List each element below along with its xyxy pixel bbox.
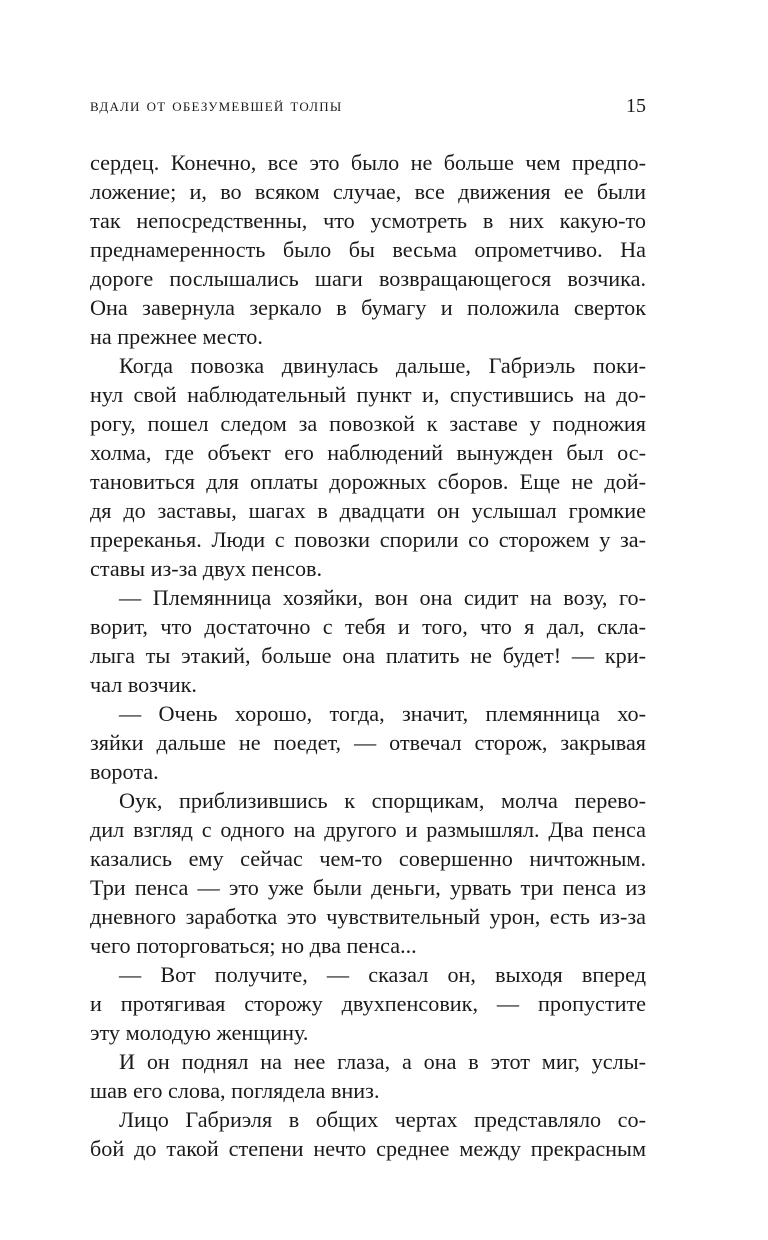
text-line: и протягивая сторожу двухпенсовик, — пропустите <box>90 991 646 1016</box>
text-line: дил взгляд с одного на другого и размышлял. Два пенса <box>90 817 646 842</box>
text-line: шав его слова, поглядела вниз. <box>90 1078 380 1103</box>
text-line: казались ему сейчас чем-то совершенно ничтожным. <box>90 846 646 871</box>
text-line: Лицо Габриэля в общих чертах представляло со- <box>119 1107 646 1132</box>
text-line: дя до заставы, шагах в двадцати он услышал громкие <box>90 498 646 523</box>
text-line: бой до такой степени нечто среднее между прекрасным <box>90 1136 646 1161</box>
text-line: чал возчик. <box>90 672 197 697</box>
text-line: — Очень хорошо, тогда, значит, племянница хо- <box>119 701 646 726</box>
text-line: чего поторговаться; но два пенса... <box>90 933 417 958</box>
text-line: дороге послышались шаги возвращающегося возчика. <box>90 266 646 291</box>
text-line: Три пенса — это уже были деньги, урвать три пенса из <box>90 875 646 900</box>
text-line: ложение; и, во всяком случае, все движения ее были <box>90 179 646 204</box>
text-line: лыга ты этакий, больше она платить не будет! — кри- <box>90 643 646 668</box>
text-line: пререканья. Люди с повозки спорили со сторожем у за- <box>90 527 646 552</box>
running-head-title: вдали от обезумевшей толпы <box>90 95 343 116</box>
running-head <box>90 92 646 120</box>
text-line: Когда повозка двинулась дальше, Габриэль поки- <box>119 353 646 378</box>
text-line: рогу, пошел следом за повозкой к заставе у подножия <box>90 411 646 436</box>
text-line: нул свой наблюдательный пункт и, спустившись на до- <box>90 382 646 407</box>
text-line: — Вот получите, — сказал он, выходя вперед <box>119 962 646 987</box>
text-line: — Племянница хозяйки, вон она сидит на возу, го- <box>119 585 646 610</box>
text-line: на прежнее место. <box>90 324 263 349</box>
text-line: тановиться для оплаты дорожных сборов. Еще не дой- <box>90 469 646 494</box>
text-line: так непосредственны, что усмотреть в них какую-то <box>90 208 646 233</box>
text-line: зяйки дальше не поедет, — отвечал сторож, закрывая <box>90 730 646 755</box>
text-line: эту молодую женщину. <box>90 1020 309 1045</box>
page-number: 15 <box>626 95 646 117</box>
text-line: Она завернула зеркало в бумагу и положила сверток <box>90 295 646 320</box>
text-line: ставы из-за двух пенсов. <box>90 556 323 581</box>
text-line: холма, где объект его наблюдений вынужден был ос- <box>90 440 646 465</box>
text-line: ворота. <box>90 759 159 784</box>
text-line: Оук, приблизившись к спорщикам, молча перево- <box>119 788 646 813</box>
body-text <box>90 148 646 1163</box>
text-line: преднамеренность было бы весьма опрометчиво. На <box>90 237 646 262</box>
text-line: ворит, что достаточно с тебя и того, что я дал, скла- <box>90 614 646 639</box>
text-line: сердец. Конечно, все это было не больше чем предпо- <box>90 150 646 175</box>
text-line: И он поднял на нее глаза, а она в этот миг, услы- <box>119 1049 646 1074</box>
text-line: дневного заработка это чувствительный урон, есть из-за <box>90 904 646 929</box>
